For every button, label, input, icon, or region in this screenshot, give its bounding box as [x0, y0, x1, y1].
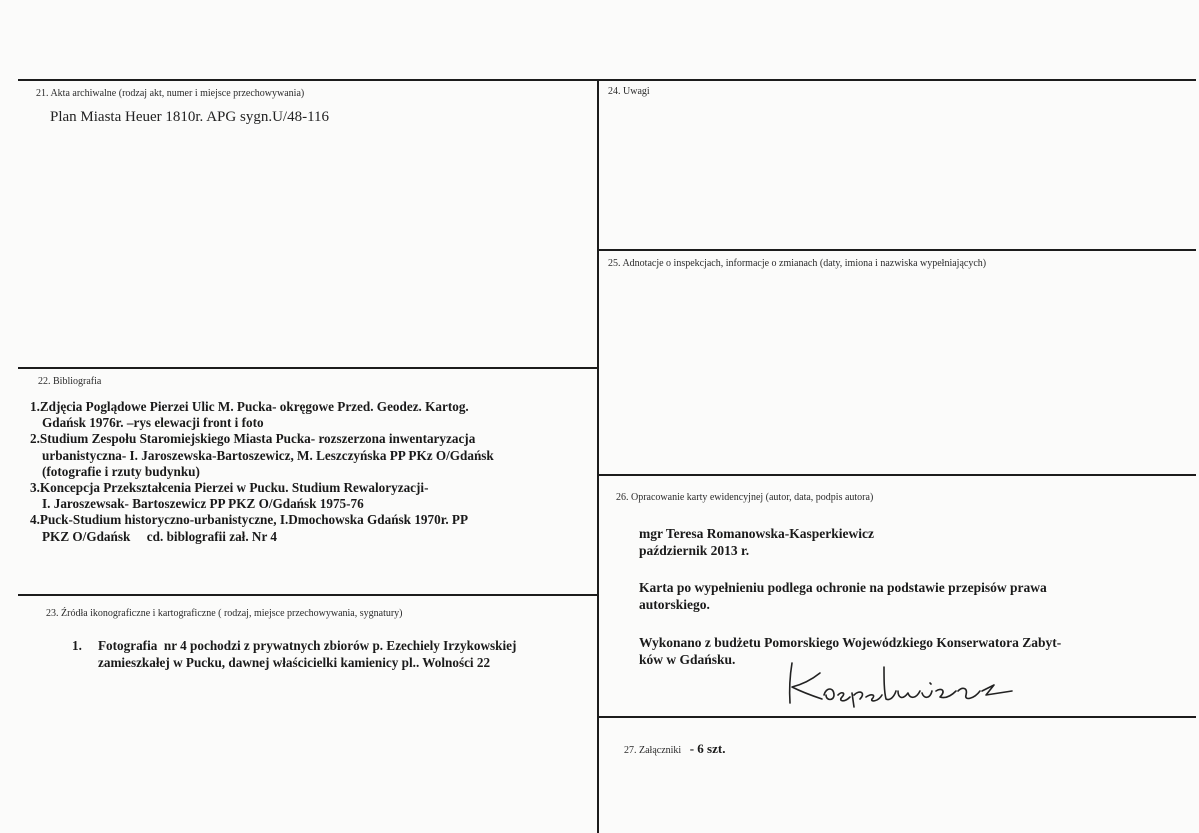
section-24-label: 24. Uwagi [608, 86, 650, 97]
divider-27 [598, 716, 1196, 718]
bibliography-line: 3.Koncepcja Przekształcenia Pierzei w Pucku. Studium Rewaloryzacji- [30, 480, 429, 496]
section-26-label: 26. Opracowanie karty ewidencyjnej (autor, data, podpis autora) [616, 492, 874, 503]
source-line: zamieszkałej w Pucku, dawnej właścicielki kamienicy pl.. Wolności 22 [98, 654, 491, 670]
divider-25 [598, 249, 1196, 251]
author-date: październik 2013 r. [639, 543, 750, 558]
divider-22 [18, 367, 598, 369]
sources-list [72, 638, 516, 671]
attachments-count: - 6 szt. [689, 741, 726, 756]
bibliography-list [30, 399, 590, 545]
section-27-label: 27. Załączniki [624, 745, 682, 756]
bibliography-line: I. Jaroszewsak- Bartoszewicz PP PKZ O/Gdańsk 1975-76 [42, 496, 364, 512]
divider-26 [598, 474, 1196, 476]
author-name: mgr Teresa Romanowska-Kasperkiewicz [639, 526, 874, 541]
section-21-content: Plan Miasta Heuer 1810r. APG sygn.U/48-116 [50, 109, 330, 125]
section-25-label: 25. Adnotacje o inspekcjach, informacje o zmianach (daty, imiona i nazwiska wypełniających) [608, 258, 987, 269]
bibliography-line: 1.Zdjęcia Poglądowe Pierzei Ulic M. Pucka- okręgowe Przed. Geodez. Kartog. [30, 399, 469, 414]
source-item-number: 1. [72, 638, 82, 653]
section-21-label: 21. Akta archiwalne (rodzaj akt, numer i miejsce przechowywania) [36, 88, 305, 99]
bibliography-line: Gdańsk 1976r. –rys elewacji front i foto [42, 415, 264, 431]
section-27 [624, 741, 725, 757]
copyright-line: Karta po wypełnieniu podlega ochronie na podstawie przepisów prawa [639, 580, 1047, 595]
copyright-line: autorskiego. [639, 597, 710, 612]
bibliography-line: (fotografie i rzuty budynku) [42, 463, 200, 479]
funding-line: ków w Gdańsku. [639, 652, 736, 667]
divider-23 [18, 594, 598, 596]
author-signature [780, 655, 1030, 715]
bibliography-line: 2.Studium Zespołu Staromiejskiego Miasta Pucka- rozszerzona inwentaryzacja [30, 431, 476, 447]
column-divider [597, 79, 599, 833]
bibliography-line: PKZ O/Gdańsk cd. biblografii zał. Nr 4 [42, 528, 277, 544]
bibliography-line: urbanistyczna- I. Jaroszewska-Bartoszewicz, M. Leszczyńska PP PKz O/Gdańsk [42, 447, 494, 463]
source-line: Fotografia nr 4 pochodzi z prywatnych zbiorów p. Ezechiely Irzykowskiej [98, 638, 517, 653]
funding-line: Wykonano z budżetu Pomorskiego Wojewódzkiego Konserwatora Zabyt- [639, 635, 1062, 650]
section-23-label: 23. Źródła ikonograficzne i kartograficzne ( rodzaj, miejsce przechowywania, sygnatury) [46, 608, 403, 619]
section-22-label: 22. Bibliografia [38, 376, 102, 387]
top-border [18, 79, 1196, 81]
bibliography-line: 4.Puck-Studium historyczno-urbanistyczne, I.Dmochowska Gdańsk 1970r. PP [30, 512, 469, 528]
